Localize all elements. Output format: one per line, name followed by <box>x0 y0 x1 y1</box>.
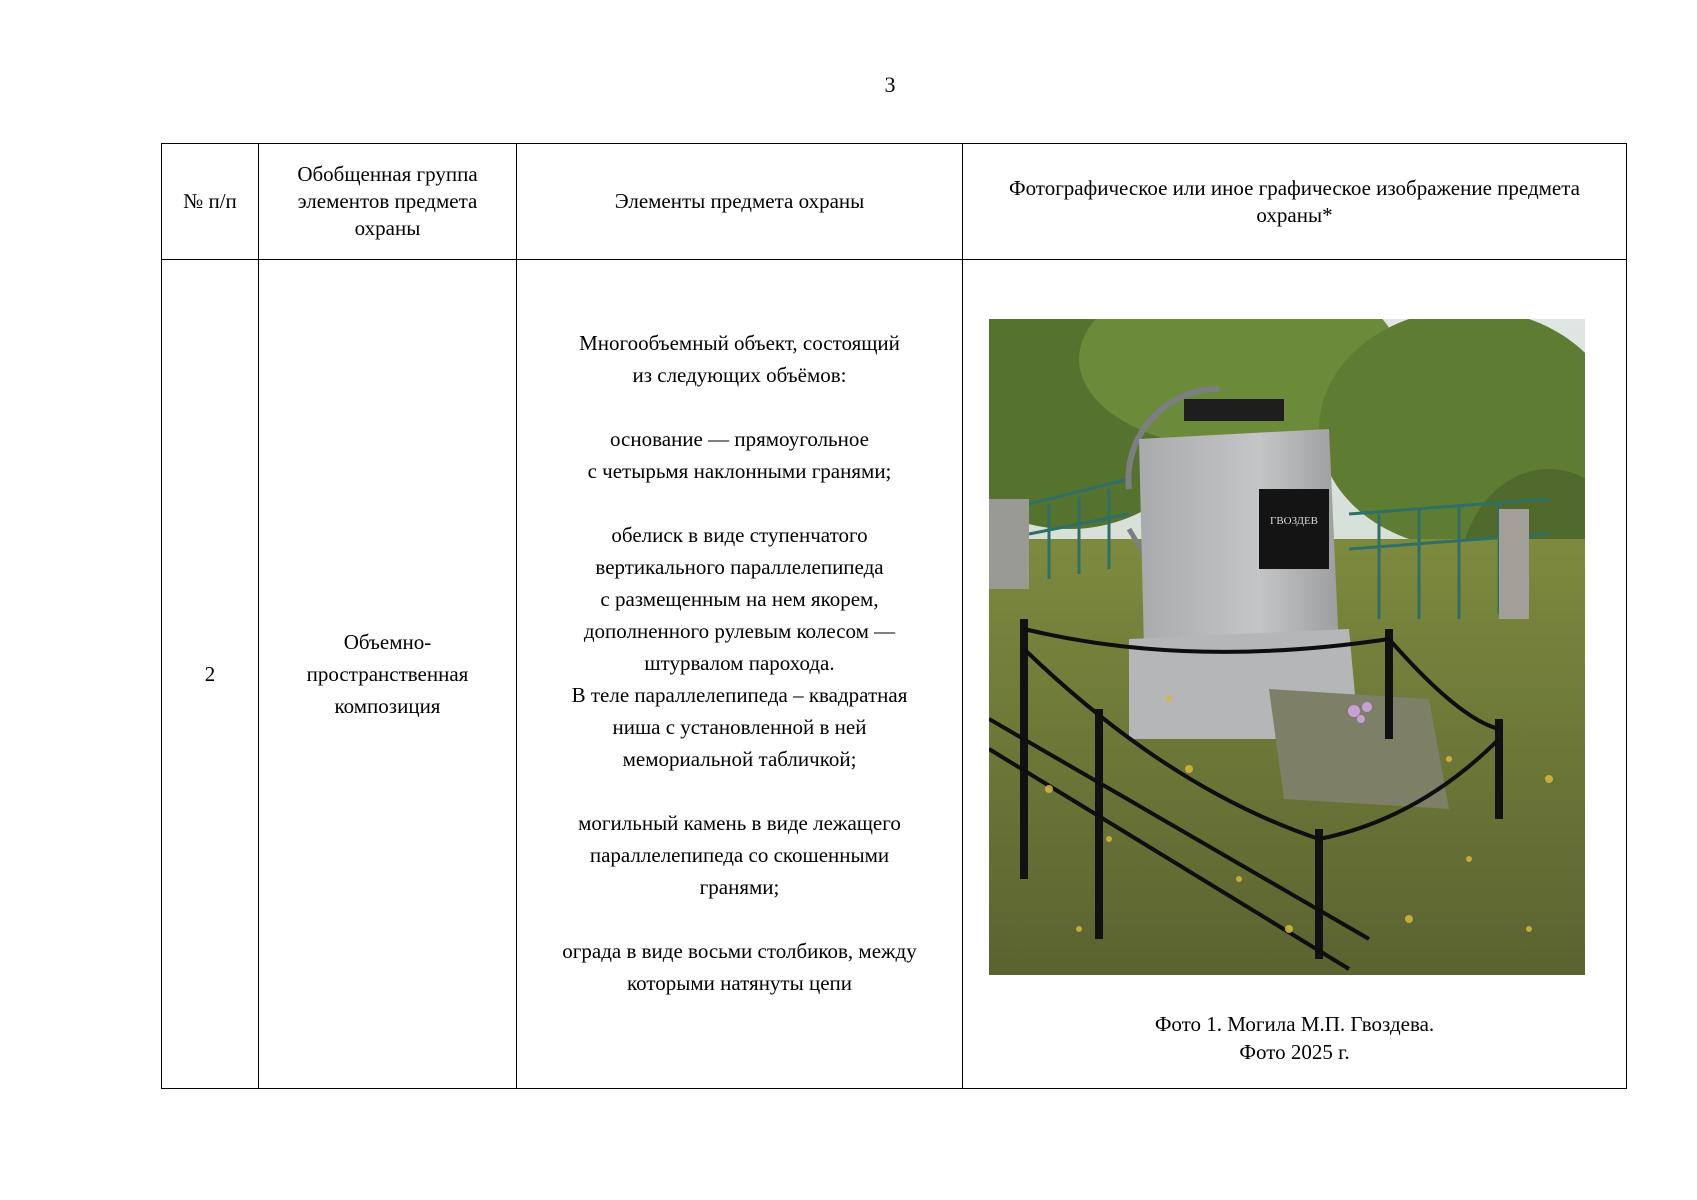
photo-caption <box>963 1010 1626 1066</box>
header-num: № п/п <box>162 144 259 260</box>
cell-photo <box>963 260 1627 1089</box>
protection-table <box>161 143 1627 1089</box>
header-photo-text: Фотографическое или иное графическое изображение предмета охраны* <box>1008 175 1580 227</box>
page-number: 3 <box>884 72 896 97</box>
header-elements: Элементы предмета охраны <box>517 144 963 260</box>
header-photo <box>963 144 1627 260</box>
monument-photo <box>989 319 1585 975</box>
header-group-text: Обобщенная группа элементов предмета охраны <box>297 162 478 240</box>
table-row <box>162 260 1627 1089</box>
elements-text: Многообъемный объект, состоящий из следующих объёмов: основание — прямоугольное с четырьмя наклонными гранями; обелиск в виде ступенчатого вертикального параллелепипеда с размещенным на нем якорем, дополненного рулевым колесом — штурвалом парохода. В теле параллелепипеда – квадратная ниша с установленной в ней мемориальной табличкой; могильный камень в виде лежащего параллелепипеда со скошенными гранями; ограда в виде восьми столбиков, между которыми натянуты цепи <box>562 331 917 995</box>
photo-caption-line2: Фото 2025 г. <box>1239 1040 1350 1064</box>
cell-num: 2 <box>162 260 259 1089</box>
plaque-text: ГВОЗДЕВ <box>1269 515 1319 527</box>
photo-caption-line1: Фото 1. Могила М.П. Гвоздева. <box>1154 1012 1435 1036</box>
table-header-row <box>162 144 1627 260</box>
cell-group-text: Объемно-пространственная композиция <box>306 630 469 718</box>
monument-photo-svg <box>989 319 1585 975</box>
header-group <box>259 144 517 260</box>
cell-group <box>259 260 517 1089</box>
cell-elements <box>517 260 963 1089</box>
